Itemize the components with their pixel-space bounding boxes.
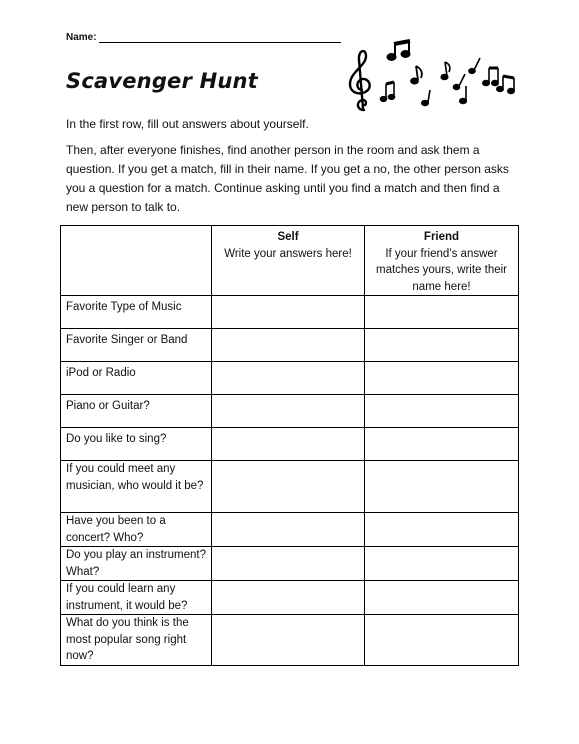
friend-answer-cell[interactable] [365,547,519,581]
question-cell: Do you play an instrument? What? [61,547,212,581]
question-cell: Do you like to sing? [61,428,212,461]
treble-clef-icon [350,51,370,110]
self-answer-cell[interactable] [212,395,365,428]
question-cell: Favorite Type of Music [61,296,212,329]
table-row [61,513,519,547]
music-notes-icon [346,38,522,114]
question-cell: If you could meet any musician, who would it be? [61,461,212,513]
table-row [61,428,519,461]
friend-answer-cell[interactable] [365,428,519,461]
question-cell: iPod or Radio [61,362,212,395]
friend-answer-cell[interactable] [365,513,519,547]
table-row [61,461,519,513]
self-answer-cell[interactable] [212,329,365,362]
table-row [61,547,519,581]
self-answer-cell[interactable] [212,461,365,513]
self-column-instruction: Write your answers here! [224,247,352,260]
question-column-header [61,226,212,296]
table-row [61,395,519,428]
self-answer-cell[interactable] [212,362,365,395]
page-title: Scavenger Hunt [66,69,258,93]
self-answer-cell[interactable] [212,296,365,329]
sixteenth-note-icon [454,74,467,103]
friend-answer-cell[interactable] [365,362,519,395]
friend-answer-cell[interactable] [365,395,519,428]
question-cell: What do you think is the most popular song right now? [61,615,212,666]
self-answer-cell[interactable] [212,428,365,461]
instruction-first-row: In the first row, fill out answers about yourself. [66,117,309,131]
scavenger-hunt-table [60,225,519,666]
self-column-title: Self [277,231,299,243]
self-answer-cell[interactable] [212,513,365,547]
self-answer-cell[interactable] [212,547,365,581]
question-cell: Favorite Singer or Band [61,329,212,362]
double-note-icon [381,82,395,101]
friend-answer-cell[interactable] [365,581,519,615]
table-row [61,581,519,615]
self-column-header [212,226,365,296]
question-cell: Piano or Guitar? [61,395,212,428]
name-field [66,32,341,43]
eighth-note-icon [411,66,422,84]
table-header-row [61,226,519,296]
name-label: Name: [66,32,97,43]
table-row [61,329,519,362]
quarter-note-icon [422,90,430,105]
friend-answer-cell[interactable] [365,615,519,666]
friend-answer-cell[interactable] [365,296,519,329]
beamed-notes-icon [388,41,411,60]
friend-column-header [365,226,519,296]
instruction-matching: Then, after everyone finishes, find another person in the room and ask them a question. If you get a match, fill in their name. If you get a no, the other person asks you a question for a match. Continue asking until you find a match and then find a new person to talk to. [66,143,509,214]
self-answer-cell[interactable] [212,615,365,666]
beamed-notes-icon-3 [497,76,514,93]
beamed-notes-icon-2 [469,58,498,85]
table-row [61,296,519,329]
friend-column-title: Friend [423,231,460,243]
friend-answer-cell[interactable] [365,461,519,513]
friend-answer-cell[interactable] [365,329,519,362]
name-blank-line[interactable] [99,32,341,43]
eighth-note-icon-2 [441,62,450,80]
table-row [61,362,519,395]
self-answer-cell[interactable] [212,581,365,615]
question-cell: If you could learn any instrument, it would be? [61,581,212,615]
friend-column-instruction: If your friend’s answer matches yours, write their name here! [375,247,507,293]
question-cell: Have you been to a concert? Who? [61,513,212,547]
table-row [61,615,519,666]
